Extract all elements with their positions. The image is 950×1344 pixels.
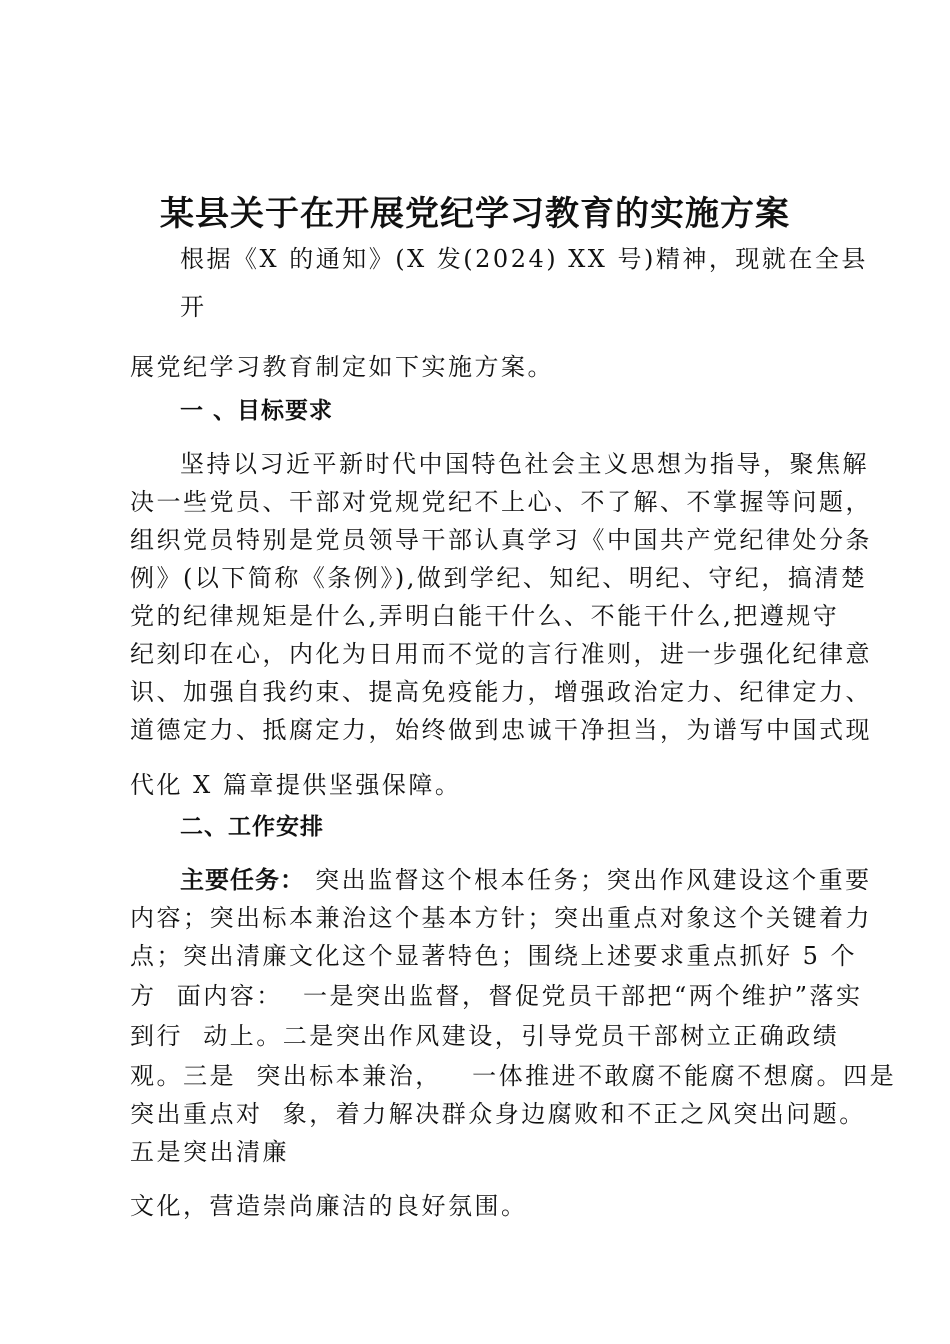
main-tasks-text: 突出监督这个根本任务；突出作风建设这个重要 [305, 866, 872, 894]
section1-line: 纪刻印在心，内化为日用而不觉的言行准则，进一步强化纪律意 [130, 640, 872, 668]
intro-line: 根据《X 的通知》(X 发(2024) XX 号)精神，现就在全县 [180, 245, 868, 273]
section2-heading: 二、工作安排 [180, 814, 324, 840]
section2-line: 观。三是 突出标本兼治， 一体推进不敢腐不能腐不想腐。四是 [130, 1062, 897, 1090]
section1-line: 道德定力、抵腐定力，始终做到忠诚干净担当，为谱写中国式现 [130, 716, 872, 744]
section1-line: 识、加强自我约束、提高免疫能力，增强政治定力、纪律定力、 [130, 678, 872, 706]
section2-line: 五是突出清廉 [130, 1138, 289, 1166]
section1-line: 坚持以习近平新时代中国特色社会主义思想为指导，聚焦解 [180, 450, 869, 478]
section2-line: 方 面内容： 一是突出监督，督促党员干部把“两个维护”落实 [130, 982, 863, 1010]
section1-line: 代化 X 篇章提供坚强保障。 [130, 771, 462, 799]
section2-lead-line [180, 865, 872, 895]
intro-line: 开 [180, 293, 207, 321]
section2-line: 内容；突出标本兼治这个基本方针；突出重点对象这个关键着力 [130, 904, 872, 932]
section1-heading: 一 、目标要求 [180, 398, 334, 424]
section2-line: 突出重点对 象，着力解决群众身边腐败和不正之风突出问题。 [130, 1100, 866, 1128]
section2-line: 到行 动上。二是突出作风建设，引导党员干部树立正确政绩 [130, 1022, 840, 1050]
section1-line: 党的纪律规矩是什么,弄明白能干什么、不能干什么,把遵规守 [130, 602, 840, 630]
intro-line: 展党纪学习教育制定如下实施方案。 [130, 353, 554, 381]
section1-line: 例》(以下简称《条例》),做到学纪、知纪、明纪、守纪，搞清楚 [130, 564, 868, 592]
section1-line: 决一些党员、干部对党规党纪不上心、不了解、不掌握等问题， [130, 488, 872, 516]
section2-line: 点；突出清廉文化这个显著特色；围绕上述要求重点抓好 5 个 [130, 942, 858, 970]
section1-line: 组织党员特别是党员领导干部认真学习《中国共产党纪律处分条 [130, 526, 872, 554]
main-tasks-label: 主要任务： [180, 866, 305, 894]
section2-line: 文化，营造崇尚廉洁的良好氛围。 [130, 1192, 528, 1220]
document-title: 某县关于在开展党纪学习教育的实施方案 [160, 194, 790, 234]
